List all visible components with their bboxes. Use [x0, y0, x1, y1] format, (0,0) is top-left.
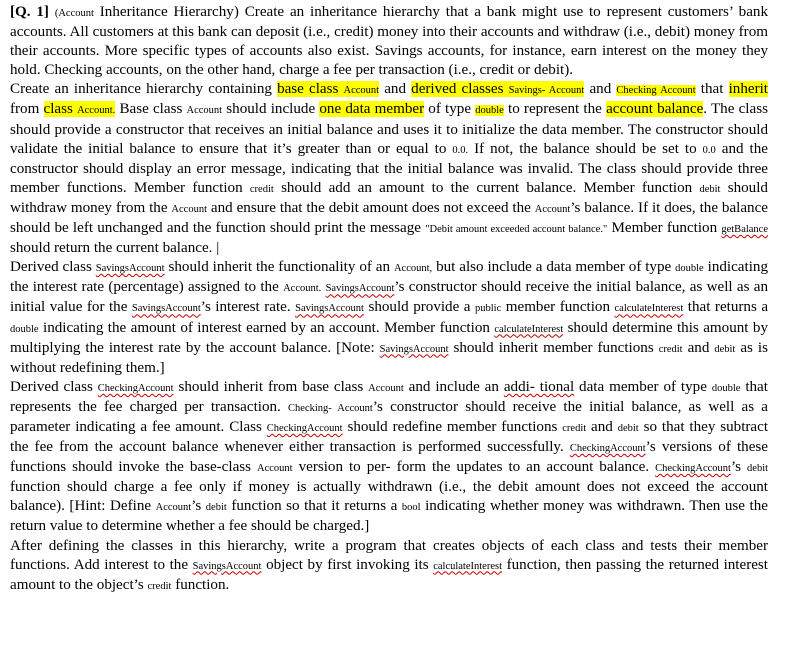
program-paragraph: After defining the classes in this hierarchy, write a program that creates objects of each class and tests their member functions. Add interest to the SavingsAccount object by first invoking its calculateInterest function, then passing the returned interest amount to the object’s credit function.: [10, 537, 768, 593]
savings-account-paragraph: Derived class SavingsAccount should inherit the functionality of an Account, but also include a data member of type double indicating the interest rate (percentage) assigned to the Account. SavingsAccount’s constructor should receive the initial balance, as well as an initial value for the SavingsAccount’s interest rate. SavingsAccount should provide a public member function calculateInterest that returns a double indicating the amount of interest earned by an account. Member function calculateInterest should determine this amount by multiplying the interest rate by the account balance. [Note: SavingsAccount should inherit member functions credit and debit as is without redefining them.]: [10, 259, 769, 376]
question-label: [Q. 1]: [10, 4, 49, 20]
highlight-checking-account: Checking Account: [616, 85, 696, 97]
highlight-derived-classes: derived classes Savings- Account: [411, 81, 585, 98]
topic-small: (Account: [54, 8, 94, 19]
checking-account-paragraph: Derived class CheckingAccount should inherit from base class Account and include an addi- tional data member of type double that represents the fee charged per transaction. Checking- Account’s constructor should receive the initial balance, as well as a parameter indicating a fee amount. Class CheckingAccount should redefine member functions credit and debit so that they subtract the fee from the account balance whenever either transaction is performed successfully. CheckingAccount’s versions of these functions should invoke the base-class Account version to per- form the updates to an account balance. CheckingAccount’s debit function should charge a fee only if money is actually withdrawn (i.e., the debit amount does not exceed the account balance). [Hint: Define Account’s debit function so that it returns a bool indicating whether money was withdrawn. Then use the return value to determine whether a fee should be charged.]: [10, 378, 769, 535]
highlight-double: double: [475, 105, 504, 117]
highlight-account-balance: account balance: [606, 101, 704, 118]
highlight-class-account: class Account.: [43, 101, 116, 118]
base-class-paragraph: Create an inheritance hierarchy containing base class Account and derived classes Savings- Account and Checking Account that inherit from class Account. Base class Account should include one data member of type double to represent the account balance. The class should provide a constructor that receives an initial balance and uses it to initialize the data member. The constructor should validate the initial balance to ensure that it’s greater than or equal to 0.0. If not, the balance should be set to 0.0 and the constructor should display an error message, indicating that the initial balance was invalid. The class should provide three member functions. Member function credit should add an amount to the current balance. Member function debit should withdraw money from the Account and ensure that the debit amount does not exceed the Account’s balance. If it does, the balance should be left unchanged and the function should print the message "Debit amount exceeded account balance." Member function getBalance should return the current balance. |: [10, 81, 768, 257]
highlight-data-member: one data member: [319, 101, 425, 118]
highlight-base-class: base class Account: [277, 81, 380, 98]
question-document: [10, 3, 768, 596]
intro-paragraph: [Q. 1] (Account Inheritance Hierarchy) Create an inheritance hierarchy that a bank might use to represent customers’ bank accounts. All customers at this bank can deposit (i.e., credit) money into their accounts and withdraw (i.e., debit) money from their accounts. More specific types of accounts also exist. Savings accounts, for instance, earn interest on the money they hold. Checking accounts, on the other hand, charge a fee per transaction (i.e., credit or debit).: [10, 4, 769, 79]
highlight-inherit: inherit: [728, 81, 768, 98]
topic-title: Inheritance Hierarchy): [99, 4, 239, 20]
